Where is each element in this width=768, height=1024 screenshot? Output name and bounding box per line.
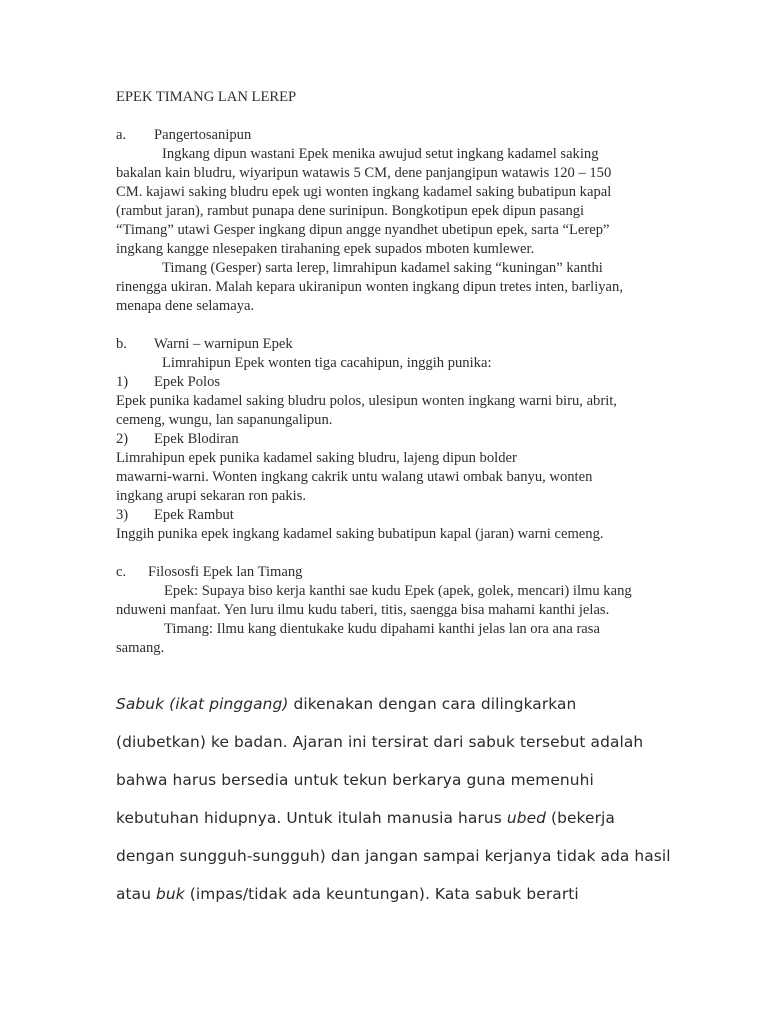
section-a-line: Ingkang dipun wastani Epek menika awujud setut ingkang kadamel saking (162, 146, 599, 162)
paragraph-text: (bekerja (546, 809, 615, 827)
section-c-number: c. (116, 564, 127, 580)
list-item-title: Epek Rambut (154, 507, 234, 523)
paragraph-line: bahwa harus bersedia untuk tekun berkarya guna memenuhi (116, 771, 594, 789)
paragraph-italic-term: buk (156, 885, 185, 903)
list-item-number: 1) (116, 374, 129, 390)
section-c-line: samang. (116, 640, 165, 656)
paragraph-line: (diubetkan) ke badan. Ajaran ini tersirat dari sabuk tersebut adalah (116, 733, 644, 751)
paragraph-text: atau (116, 885, 157, 903)
paragraph-line (116, 695, 576, 713)
paragraph-line (116, 885, 579, 903)
list-item-line: Inggih punika epek ingkang kadamel saking bubatipun kapal (jaran) warni cemeng. (116, 526, 604, 542)
paragraph-text: (impas/tidak ada keuntungan). Kata sabuk berarti (184, 885, 579, 903)
list-item-heading (116, 506, 234, 525)
section-a-line: Timang (Gesper) sarta lerep, limrahipun kadamel saking “kuningan” kanthi (162, 260, 603, 276)
paragraph-text: dikenakan dengan cara dilingkarkan (288, 695, 577, 713)
list-item-line: Epek punika kadamel saking bludru polos, ulesipun wonten ingkang warni biru, abrit, (116, 393, 617, 409)
section-b-title: Warni – warnipun Epek (154, 336, 293, 352)
section-c-line: Epek: Supaya biso kerja kanthi sae kudu Epek (apek, golek, mencari) ilmu kang (164, 583, 632, 599)
list-item-number: 2) (116, 431, 129, 447)
section-a-line: “Timang” utawi Gesper ingkang dipun angge nyandhet ubetipun epek, sarta “Lerep” (116, 222, 610, 238)
section-b-number: b. (116, 336, 127, 352)
section-a-line: rinengga ukiran. Malah kepara ukiranipun wonten ingkang dipun tretes inten, barliyan, (116, 279, 623, 295)
list-item-number: 3) (116, 507, 129, 523)
list-item-heading (116, 373, 220, 392)
list-item-heading (116, 430, 239, 449)
list-item-title: Epek Polos (154, 374, 221, 390)
section-a-line: bakalan kain bludru, wiyaripun watawis 5 CM, dene panjangipun watawis 120 – 150 (116, 165, 612, 181)
section-c-line: nduweni manfaat. Yen luru ilmu kudu taberi, titis, saengga bisa mahami kanthi jelas. (116, 602, 610, 618)
paragraph-line: dengan sungguh-sungguh) dan jangan sampai kerjanya tidak ada hasil (116, 847, 671, 865)
section-b-intro: Limrahipun Epek wonten tiga cacahipun, inggih punika: (162, 355, 492, 371)
list-item-line: cemeng, wungu, lan sapanungalipun. (116, 412, 333, 428)
section-c-heading (116, 563, 302, 582)
list-item-line: ingkang arupi sekaran ron pakis. (116, 488, 307, 504)
paragraph-text: kebutuhan hidupnya. Untuk itulah manusia harus (116, 809, 507, 827)
paragraph-line (116, 809, 615, 827)
list-item-line: Limrahipun epek punika kadamel saking bludru, lajeng dipun bolder (116, 450, 517, 466)
section-a-title: Pangertosanipun (154, 127, 252, 143)
section-a-line: (rambut jaran), rambut punapa dene surinipun. Bongkotipun epek dipun pasangi (116, 203, 585, 219)
list-item-title: Epek Blodiran (154, 431, 239, 447)
section-a-line: menapa dene selamaya. (116, 298, 255, 314)
section-b-heading (116, 335, 293, 354)
paragraph-italic-term: Sabuk (ikat pinggang) (116, 695, 289, 713)
list-item-line: mawarni-warni. Wonten ingkang cakrik untu walang utawi ombak banyu, wonten (116, 469, 593, 485)
paragraph-italic-term: ubed (506, 809, 547, 827)
document-title: EPEK TIMANG LAN LEREP (116, 89, 297, 105)
section-a-line: ingkang kangge nlesepaken tirahaning epek supados mboten kumlewer. (116, 241, 535, 257)
section-a-line: CM. kajawi saking bludru epek ugi wonten ingkang kadamel saking bubatipun kapal (116, 184, 612, 200)
section-c-line: Timang: Ilmu kang dientukake kudu dipahami kanthi jelas lan ora ana rasa (164, 621, 600, 637)
section-a-number: a. (116, 127, 127, 143)
section-c-title: Filososfi Epek lan Timang (148, 564, 303, 580)
section-a-heading (116, 126, 251, 145)
